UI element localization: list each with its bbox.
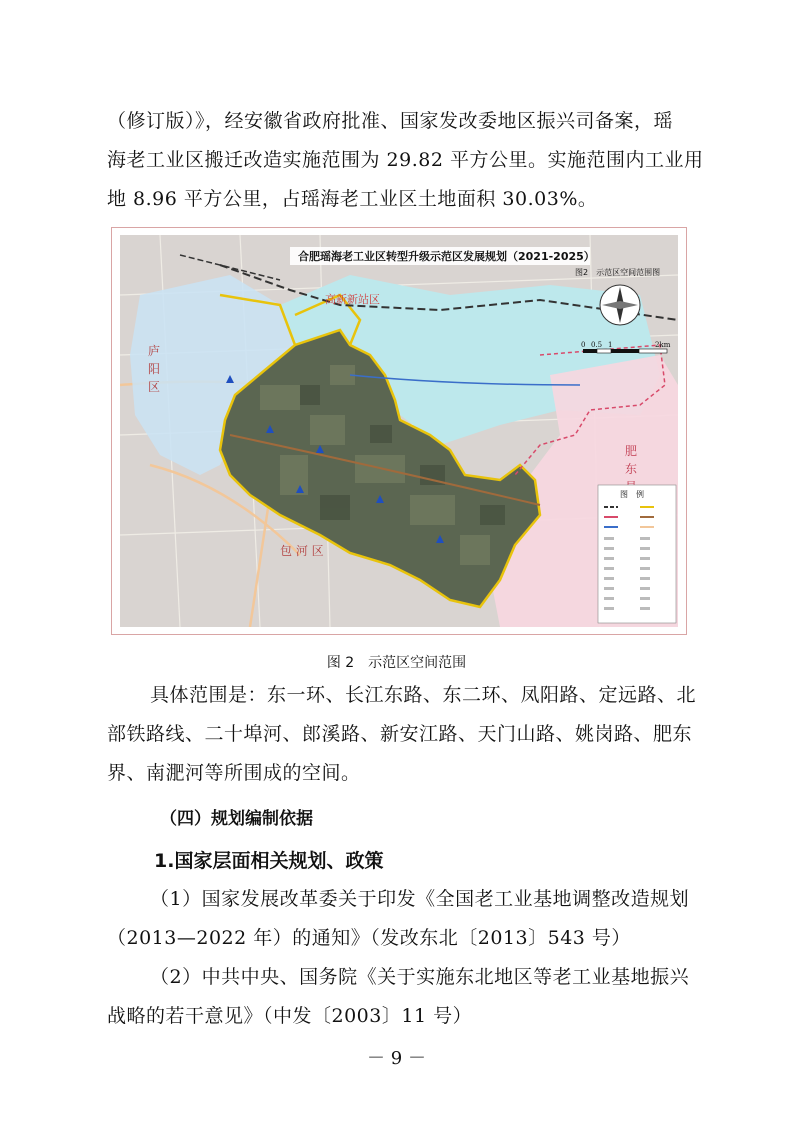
figure-caption: 图 2 示范区空间范围 [326, 655, 467, 671]
reference-line: （1）国家发展改革委关于印发《全国老工业基地调整改造规划 [150, 888, 690, 910]
reference-line: 战略的若干意见》（中发〔2003〕11 号） [107, 1005, 473, 1027]
scope-line: 部铁路线、二十埠河、郎溪路、新安江路、天门山路、姚岗路、肥东 [107, 723, 693, 745]
planning-map [120, 235, 678, 627]
subsection-heading: 1.国家层面相关规划、政策 [154, 850, 384, 872]
section-heading: （四）规划编制依据 [160, 809, 313, 829]
references-paragraph [107, 880, 690, 1036]
scale-label: 2km [655, 341, 671, 349]
intro-line: 地 8.96 平方公里，占瑶海老工业区土地面积 30.03%。 [107, 188, 598, 210]
intro-line: 海老工业区搬迁改造实施范围为 29.82 平方公里。实施范围内工业用 [107, 149, 704, 171]
map-legend [598, 485, 676, 623]
label-feidong-2: 东 [625, 462, 638, 476]
label-baohe: 包 河 区 [280, 544, 324, 558]
label-feidong-1: 肥 [625, 444, 638, 458]
legend-title: 图 例 [620, 490, 644, 499]
scale-label: 0 [581, 341, 586, 349]
compass-icon [600, 285, 640, 325]
map-subtitle: 图2 示范区空间范围图 [575, 268, 661, 277]
map-title: 合肥瑶海老工业区转型升级示范区发展规划（2021-2025） [298, 250, 595, 263]
intro-paragraph [107, 102, 704, 219]
scope-line: 界、南淝河等所围成的空间。 [107, 762, 361, 784]
label-luyang-2: 阳 [148, 362, 161, 376]
label-gaoxin: 高新新站区 [325, 293, 380, 306]
intro-line: （修订版）》，经安徽省政府批准、国家发改委地区振兴司备案，瑶 [107, 110, 674, 132]
map-figure [111, 227, 687, 635]
page-number: － 9 － [367, 1048, 426, 1069]
reference-line: （2）中共中央、国务院《关于实施东北地区等老工业基地振兴 [150, 966, 690, 988]
scope-paragraph [107, 676, 697, 793]
scale-label: 1 [608, 341, 613, 349]
scale-label: 0.5 [591, 341, 603, 349]
scope-line: 具体范围是：东一环、长江东路、东二环、凤阳路、定远路、北 [150, 684, 697, 706]
label-luyang-3: 区 [148, 380, 161, 394]
label-luyang-1: 庐 [148, 344, 161, 358]
reference-line: （2013—2022 年）的通知》（发改东北〔2013〕543 号） [107, 927, 631, 949]
